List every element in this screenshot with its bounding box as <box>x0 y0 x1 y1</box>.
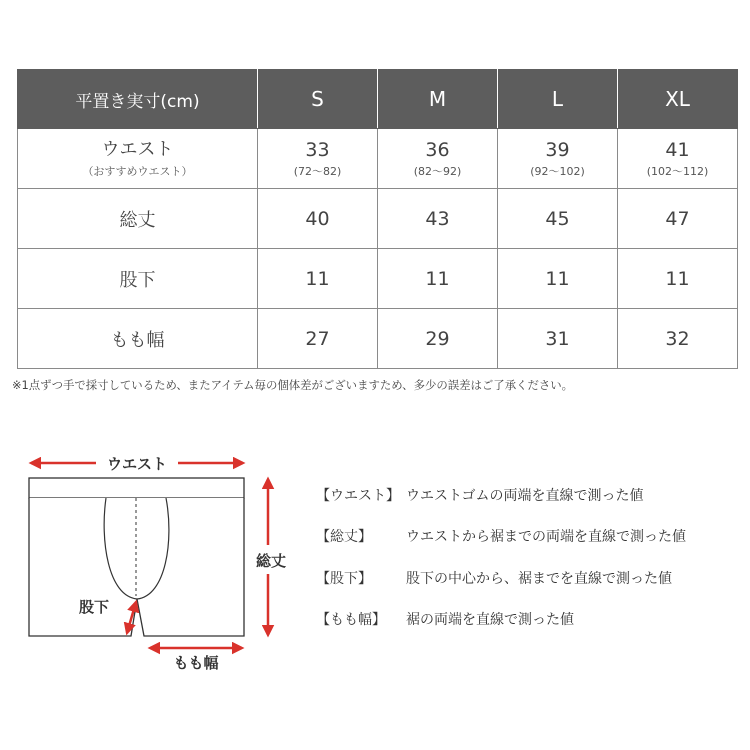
cell-value: 39 <box>545 138 570 161</box>
table-cell: 11 <box>258 249 378 309</box>
table-cell: 11 <box>498 249 618 309</box>
table-cell <box>618 129 738 189</box>
cell-subvalue: (92～102) <box>530 164 585 178</box>
table-row <box>18 189 738 249</box>
table-cell <box>498 129 618 189</box>
cell-subvalue: (72～82) <box>293 164 342 178</box>
table-cell: 43 <box>378 189 498 249</box>
table-header-row <box>18 70 738 129</box>
row-label-waist <box>18 129 258 189</box>
table-row <box>18 309 738 369</box>
waistband-shape <box>29 478 244 498</box>
cell-value: 36 <box>425 138 450 161</box>
legend-term: 【もも幅】 <box>316 612 386 628</box>
size-table <box>17 69 738 369</box>
table-cell: 29 <box>378 309 498 369</box>
legend-desc: ウエストから裾までの両端を直線で測った値 <box>406 529 686 545</box>
legend-term: 【ウエスト】 <box>316 488 400 504</box>
row-label: ウエスト <box>101 138 174 160</box>
table-cell: 11 <box>378 249 498 309</box>
table-cell: 40 <box>258 189 378 249</box>
measurement-diagram <box>0 440 310 690</box>
inseam-label: 股下 <box>78 598 110 616</box>
row-sublabel: （おすすめウエスト） <box>82 164 193 178</box>
table-row <box>18 129 738 189</box>
table-cell <box>378 129 498 189</box>
row-label-thigh: もも幅 <box>18 309 258 369</box>
legend-term: 【股下】 <box>316 571 372 587</box>
cell-subvalue: (102～112) <box>646 164 709 178</box>
table-cell: 27 <box>258 309 378 369</box>
legend-desc: 裾の両端を直線で測った値 <box>406 612 574 628</box>
waist-label: ウエスト <box>106 455 168 473</box>
header-cell-measure: 平置き実寸(cm) <box>18 70 258 129</box>
thigh-label: もも幅 <box>173 654 219 672</box>
cell-subvalue: (82～92) <box>413 164 462 178</box>
table-cell: 32 <box>618 309 738 369</box>
table-row <box>18 249 738 309</box>
measurement-note: ※1点ずつ手で採寸しているため、またアイテム毎の個体差がございますため、多少の誤差はご了承ください。 <box>12 378 574 392</box>
cell-value: 41 <box>665 138 690 161</box>
legend-desc: ウエストゴムの両端を直線で測った値 <box>406 488 644 504</box>
table-cell: 31 <box>498 309 618 369</box>
header-cell-size: S <box>258 70 378 129</box>
length-label: 総丈 <box>255 552 287 570</box>
table-cell: 47 <box>618 189 738 249</box>
table-cell: 45 <box>498 189 618 249</box>
row-label-length: 総丈 <box>18 189 258 249</box>
table-cell <box>258 129 378 189</box>
legend-term: 【総丈】 <box>316 529 372 545</box>
row-label-inseam: 股下 <box>18 249 258 309</box>
table-cell: 11 <box>618 249 738 309</box>
cell-value: 33 <box>305 138 330 161</box>
header-cell-size: L <box>498 70 618 129</box>
legend-desc: 股下の中心から、裾までを直線で測った値 <box>406 571 672 587</box>
header-cell-size: M <box>378 70 498 129</box>
header-cell-size: XL <box>618 70 738 129</box>
